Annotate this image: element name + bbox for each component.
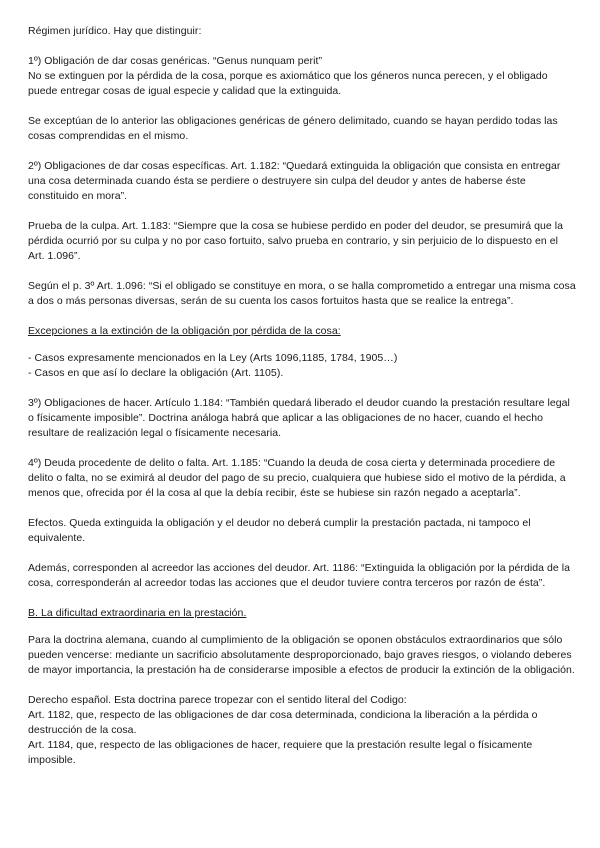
effects-paragraph: Efectos. Queda extinguida la obligación y el deudor no deberá cumplir la prestación pactada, ni tampoco el equivalente. [28,517,531,544]
section-1-body: No se extinguen por la pérdida de la cosa, porque es axiomático que los géneros nunca perecen, y el obligado puede entregar cosas de igual especie y calidad que la extinguida. [28,70,548,97]
section-4-paragraph: 4º) Deuda procedente de delito o falta. Art. 1.185: “Cuando la deuda de cosa cierta y determinada procediere de delito o falta, no se eximirá al deudor del pago de su precio, cualquiera que hubiese sido el motivo de la pérdida, a menos que, ofrecida por él la cosa al que la debía recibir, éste se hubiese sin razón negado a aceptarla”. [28,457,566,499]
art-1182-paragraph: Art. 1182, que, respecto de las obligaciones de dar cosa determinada, condiciona la liberación a la pérdida o destrucción de la cosa. [28,709,538,736]
section-2-paragraph: 2º) Obligaciones de dar cosas específicas. Art. 1.182: “Quedará extinguida la obligación que consista en entregar una cosa determinada cuando ésta se perdiere o destruyere sin culpa del deudor y antes de haberse éste constituido en mora”. [28,160,561,202]
intro-paragraph: Régimen jurídico. Hay que distinguir: [28,25,202,37]
proof-of-fault-paragraph: Prueba de la culpa. Art. 1.183: “Siempre que la cosa se hubiese perdido en poder del deudor, se presumirá que la pérdida ocurrió por su culpa y no por caso fortuito, salvo prueba en contrario, y sin perjuicio de lo dispuesto en el Art. 1.096”. [28,220,564,262]
section-1-heading: 1º) Obligación de dar cosas genéricas. “Genus nunquam perit” [28,55,322,67]
section-b-title: B. La dificultad extraordinaria en la prestación. [28,607,247,619]
german-doctrine-paragraph: Para la doctrina alemana, cuando al cumplimiento de la obligación se oponen obstáculos extraordinarios que sólo pueden vencerse: mediante un sacrificio absolutamente desproporcionado, bajo graves riesgos, o violando deberes de mayor importancia, la prestación ha de considerarse imposible a efectos de producir la extinción de la obligación. [28,634,575,676]
exceptions-title: Excepciones a la extinción de la obligación por pérdida de la cosa: [28,325,341,337]
exceptions-list-item: - Casos en que así lo declare la obligación (Art. 1105). [28,367,284,379]
section-3-paragraph: 3º) Obligaciones de hacer. Artículo 1.184: “También quedará liberado el deudor cuando la prestación resultare legal o físicamente imposible”. Doctrina análoga habrá que aplicar a las obligaciones de no hacer, cuando el hecho resultare de realización legal o físicamente necesaria. [28,397,570,439]
further-effects-paragraph: Además, corresponden al acreedor las acciones del deudor. Art. 1186: “Extinguida la obligación por la pérdida de la cosa, corresponderán al acreedor todas las acciones que el deudor tuviere contra terceros por razón de ésta”. [28,562,570,589]
art-1184-paragraph: Art. 1184, que, respecto de las obligaciones de hacer, requiere que la prestación resulte legal o físicamente imposible. [28,739,533,766]
mora-paragraph: Según el p. 3º Art. 1.096: “Si el obligado se constituye en mora, o se halla comprometido a entregar una misma cosa a dos o más personas diversas, serán de su cuenta los casos fortuitos hasta que se realice la entrega”. [28,280,576,307]
section-1-exception: Se exceptúan de lo anterior las obligaciones genéricas de género delimitado, cuando se hayan perdido todas las cosas comprendidas en el mismo. [28,115,558,142]
exceptions-list-item: - Casos expresamente mencionados en la Ley (Arts 1096,1185, 1784, 1905…) [28,352,398,364]
document-page [28,24,576,768]
spanish-law-intro: Derecho español. Esta doctrina parece tropezar con el sentido literal del Codigo: [28,694,407,706]
